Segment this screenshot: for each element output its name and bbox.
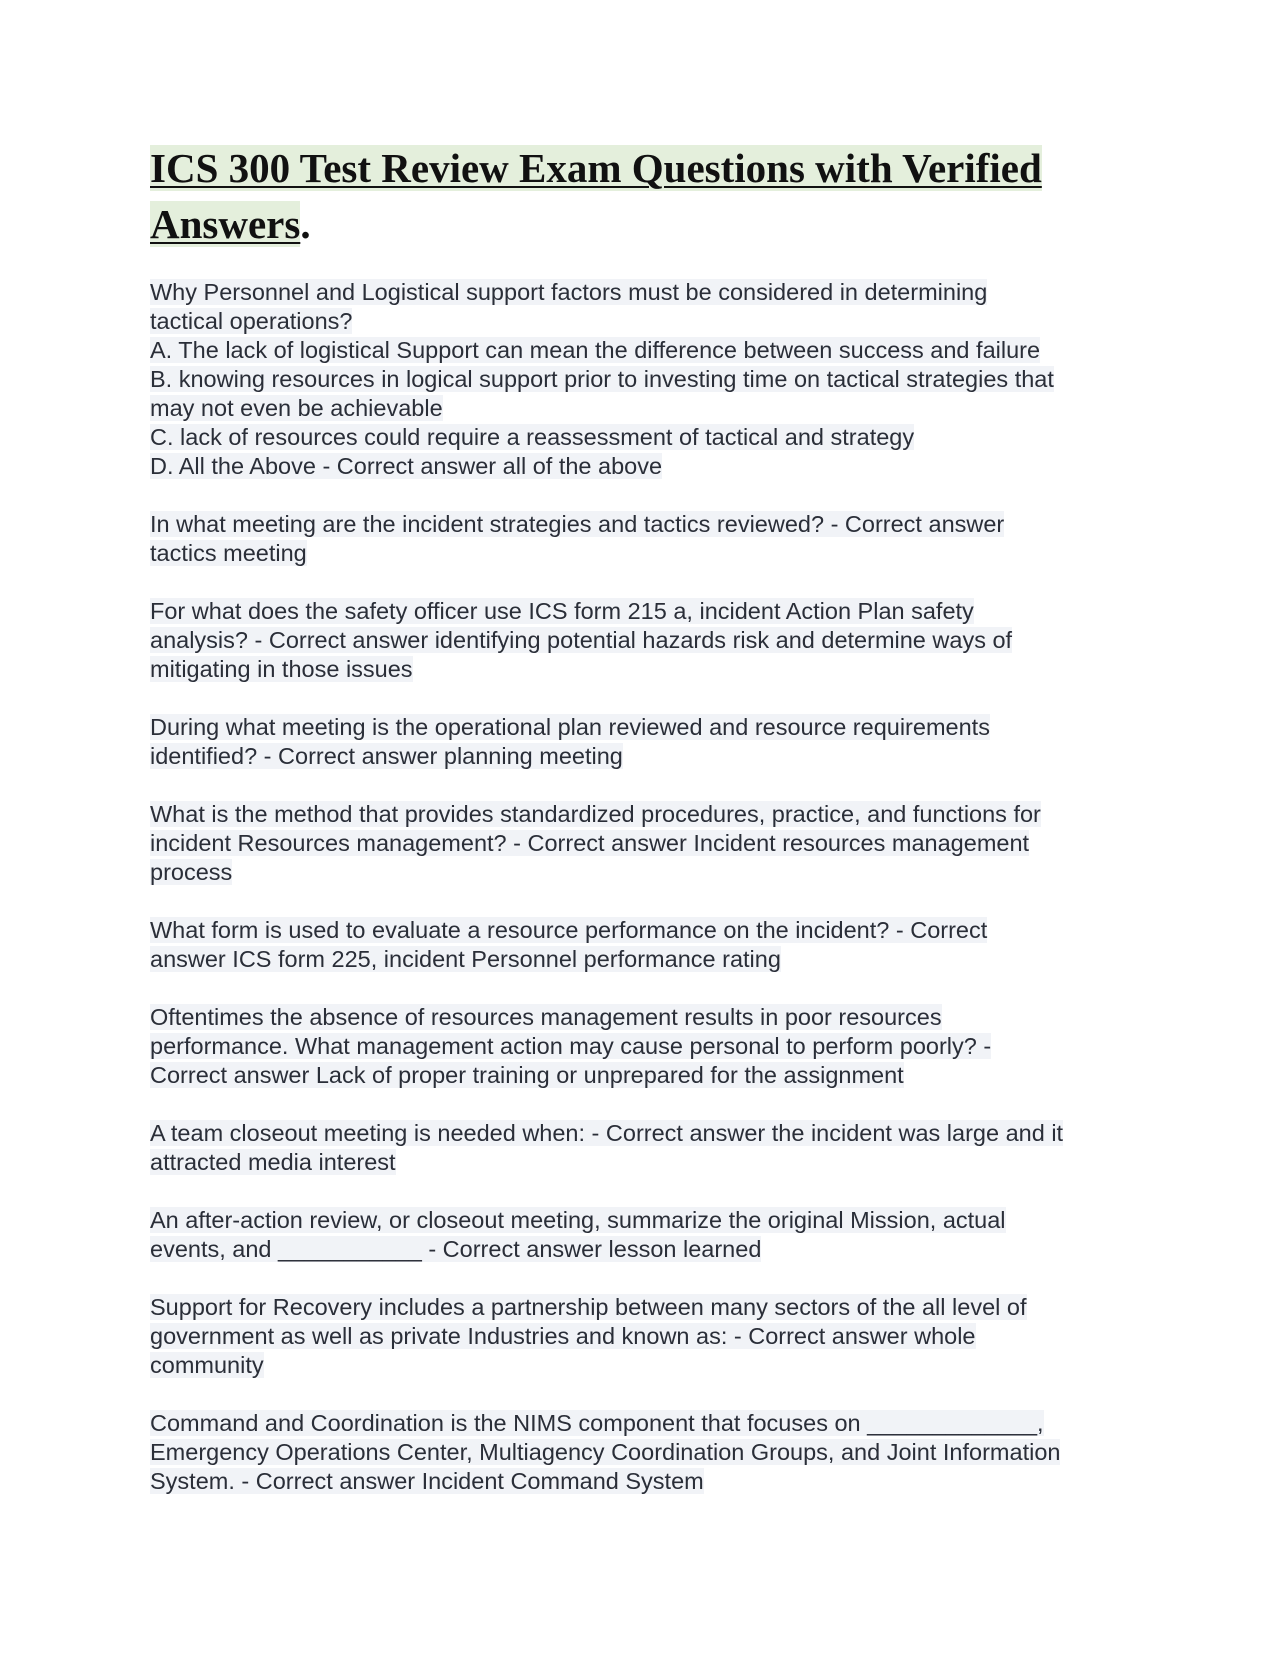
text-line [150,829,1140,858]
text-line-content: Oftentimes the absence of resources management results in poor resources [150,1004,942,1030]
text-line-content: Emergency Operations Center, Multiagency Coordination Groups, and Joint Information [150,1439,1061,1465]
question-block [150,916,1140,974]
text-line-content: During what meeting is the operational plan reviewed and resource requirements [150,714,990,740]
text-line [150,1438,1140,1467]
text-line [150,742,1140,771]
text-line-content: For what does the safety officer use ICS form 215 a, incident Action Plan safety [150,598,974,624]
text-line-content: System. - Correct answer Incident Command System [150,1468,704,1494]
text-line [150,1119,1140,1148]
text-line-content: C. lack of resources could require a reassessment of tactical and strategy [150,424,915,450]
text-line [150,655,1140,684]
title-line-2: Answers [150,201,301,247]
text-line [150,1293,1140,1322]
text-line-content: Support for Recovery includes a partnership between many sectors of the all level of [150,1294,1027,1320]
text-line-content: may not even be achievable [150,395,443,421]
question-block [150,1003,1140,1090]
text-line-content: government as well as private Industries and known as: - Correct answer whole [150,1323,976,1349]
text-line [150,278,1140,307]
document-title [150,140,1140,252]
text-line-content: An after-action review, or closeout meeting, summarize the original Mission, actual [150,1207,1006,1233]
text-line-content: process [150,859,233,885]
text-line-content: community [150,1352,264,1378]
text-line [150,858,1140,887]
question-block [150,800,1140,887]
text-line-content: tactics meeting [150,540,307,566]
text-line-content: Correct answer Lack of proper training or unprepared for the assignment [150,1062,904,1088]
text-line [150,626,1140,655]
text-line-content: incident Resources management? - Correct answer Incident resources management [150,830,1030,856]
text-line [150,597,1140,626]
text-line [150,800,1140,829]
text-line-content: In what meeting are the incident strategies and tactics reviewed? - Correct answer [150,511,1005,537]
text-line-content: Why Personnel and Logistical support factors must be considered in determining [150,279,988,305]
question-block [150,278,1140,481]
text-line [150,1206,1140,1235]
title-period: . [300,201,311,247]
text-line [150,307,1140,336]
text-line [150,916,1140,945]
text-line [150,1235,1140,1264]
text-line [150,1032,1140,1061]
text-line [150,1148,1140,1177]
question-block [150,597,1140,684]
text-line [150,1003,1140,1032]
text-line-content: analysis? - Correct answer identifying potential hazards risk and determine ways of [150,627,1013,653]
text-line-content: tactical operations? [150,308,353,334]
question-block [150,1206,1140,1264]
question-list [150,278,1140,1496]
text-line [150,423,1140,452]
text-line [150,1061,1140,1090]
text-line [150,1467,1140,1496]
text-line [150,945,1140,974]
text-line-content: A. The lack of logistical Support can mean the difference between success and failure [150,337,1041,363]
text-line-content: What is the method that provides standardized procedures, practice, and functions for [150,801,1041,827]
text-line-content: answer ICS form 225, incident Personnel performance rating [150,946,781,972]
question-block [150,1119,1140,1177]
text-line-content: attracted media interest [150,1149,396,1175]
text-line [150,713,1140,742]
text-line [150,1351,1140,1380]
text-line-content: mitigating in those issues [150,656,413,682]
text-line-content: performance. What management action may cause personal to perform poorly? - [150,1033,992,1059]
text-line [150,394,1140,423]
text-line [150,452,1140,481]
text-line [150,510,1140,539]
question-block [150,1409,1140,1496]
text-line [150,1409,1140,1438]
document-page [150,140,1140,1525]
text-line-content: D. All the Above - Correct answer all of the above [150,453,663,479]
question-block [150,510,1140,568]
text-line-content: B. knowing resources in logical support prior to investing time on tactical strategies that [150,366,1054,392]
text-line [150,539,1140,568]
text-line-content: Command and Coordination is the NIMS component that focuses on _____________, [150,1410,1044,1436]
text-line-content: A team closeout meeting is needed when: - Correct answer the incident was large and it [150,1120,1064,1146]
text-line [150,365,1140,394]
question-block [150,1293,1140,1380]
text-line-content: events, and ___________ - Correct answer lesson learned [150,1236,762,1262]
text-line-content: identified? - Correct answer planning meeting [150,743,623,769]
text-line-content: What form is used to evaluate a resource performance on the incident? - Correct [150,917,988,943]
title-line-1: ICS 300 Test Review Exam Questions with Verified [150,145,1042,191]
question-block [150,713,1140,771]
text-line [150,336,1140,365]
text-line [150,1322,1140,1351]
